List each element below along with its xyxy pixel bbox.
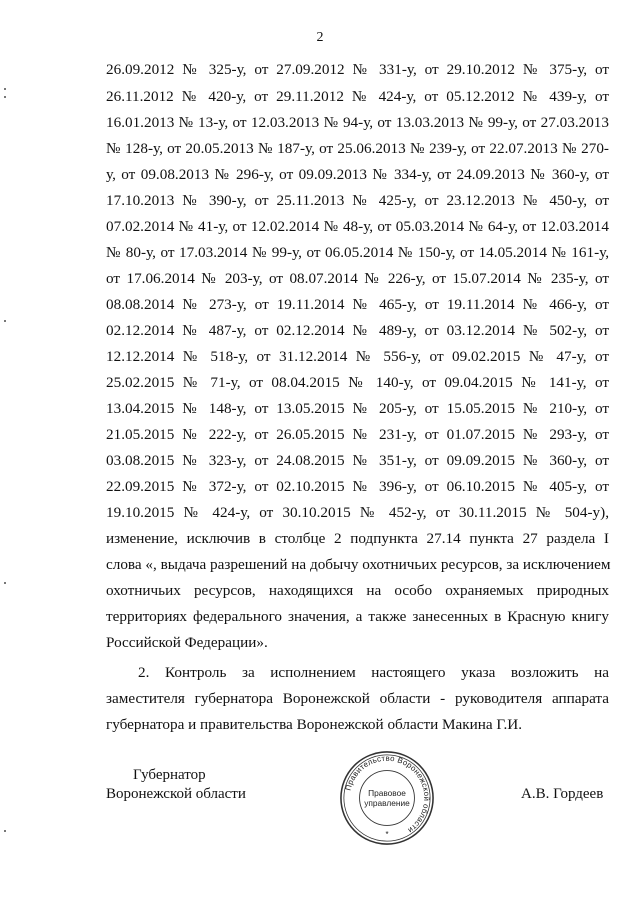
text-line: 08.08.2014 № 273-у, от 19.11.2014 № 465-у, от 19.11.2014 № 466-у, от: [106, 296, 609, 313]
text-line: 26.11.2012 № 420-у, от 29.11.2012 № 424-у, от 05.12.2012 № 439-у, от: [106, 88, 609, 105]
text-line: 02.12.2014 № 487-у, от 02.12.2014 № 489-у, от 03.12.2014 № 502-у, от: [106, 322, 609, 339]
text-line: Российской Федерации».: [106, 634, 268, 651]
text-line: № 128-у, от 20.05.2013 № 187-у, от 25.06.2013 № 239-у, от 22.07.2013 № 270-: [106, 140, 609, 157]
text-line: 03.08.2015 № 323-у, от 24.08.2015 № 351-у, от 09.09.2015 № 360-у, от: [106, 452, 609, 469]
text-line: 21.05.2015 № 222-у, от 26.05.2015 № 231-у, от 01.07.2015 № 293-у, от: [106, 426, 609, 443]
paragraph-line: губернатора и правительства Воронежской области Макина Г.И.: [106, 716, 523, 733]
svg-text:управление: управление: [364, 797, 410, 808]
signatory-title: Губернатор: [133, 767, 206, 783]
paragraph-line: заместителя губернатора Воронежской области - руководителя аппарата: [106, 690, 609, 707]
text-line: от 17.06.2014 № 203-у, от 08.07.2014 № 226-у, от 15.07.2014 № 235-у, от: [106, 270, 609, 287]
scan-edge-mark: [4, 96, 6, 98]
signatory-name: А.В. Гордеев: [521, 786, 604, 802]
official-seal-stamp: [338, 749, 436, 847]
text-line: 26.09.2012 № 325-у, от 27.09.2012 № 331-у, от 29.10.2012 № 375-у, от: [106, 61, 609, 78]
paragraph-line: 2. Контроль за исполнением настоящего указа возложить на: [138, 664, 609, 681]
svg-text:*: *: [385, 830, 389, 840]
text-line: 17.10.2013 № 390-у, от 25.11.2013 № 425-у, от 23.12.2013 № 450-у, от: [106, 192, 609, 209]
scan-edge-mark: [4, 582, 6, 584]
text-line: слова «, выдача разрешений на добычу охотничьих ресурсов, за исключением: [106, 556, 611, 573]
text-line: у, от 09.08.2013 № 296-у, от 09.09.2013 № 334-у, от 24.09.2013 № 360-у, от: [106, 166, 609, 183]
scan-edge-mark: [4, 830, 6, 832]
page-number: 2: [316, 30, 324, 45]
text-line: 19.10.2015 № 424-у, от 30.10.2015 № 452-у, от 30.11.2015 № 504-у),: [106, 504, 609, 521]
text-line: № 80-у, от 17.03.2014 № 99-у, от 06.05.2014 № 150-у, от 14.05.2014 № 161-у,: [106, 244, 609, 261]
text-line: 12.12.2014 № 518-у, от 31.12.2014 № 556-у, от 09.02.2015 № 47-у, от: [106, 348, 609, 365]
text-line: 13.04.2015 № 148-у, от 13.05.2015 № 205-у, от 15.05.2015 № 210-у, от: [106, 400, 609, 417]
scan-edge-mark: [4, 320, 6, 322]
signatory-region: Воронежской области: [106, 786, 246, 802]
text-line: 16.01.2013 № 13-у, от 12.03.2013 № 94-у, от 13.03.2013 № 99-у, от 27.03.2013: [106, 114, 609, 131]
text-line: 25.02.2015 № 71-у, от 08.04.2015 № 140-у, от 09.04.2015 № 141-у, от: [106, 374, 609, 391]
text-line: территориях федерального значения, а также занесенных в Красную книгу: [106, 608, 609, 625]
text-line: изменение, исключив в столбце 2 подпункта 27.14 пункта 27 раздела I: [106, 530, 609, 547]
text-line: охотничьих ресурсов, находящихся на особо охраняемых природных: [106, 582, 609, 599]
scan-edge-mark: [4, 88, 6, 90]
svg-text:Правительство Воронежской обла: Правительство Воронежской области: [343, 753, 432, 835]
text-line: 07.02.2014 № 41-у, от 12.02.2014 № 48-у, от 05.03.2014 № 64-у, от 12.03.2014: [106, 218, 609, 235]
svg-text:Правовое: Правовое: [368, 788, 406, 799]
text-line: 22.09.2015 № 372-у, от 02.10.2015 № 396-у, от 06.10.2015 № 405-у, от: [106, 478, 609, 495]
